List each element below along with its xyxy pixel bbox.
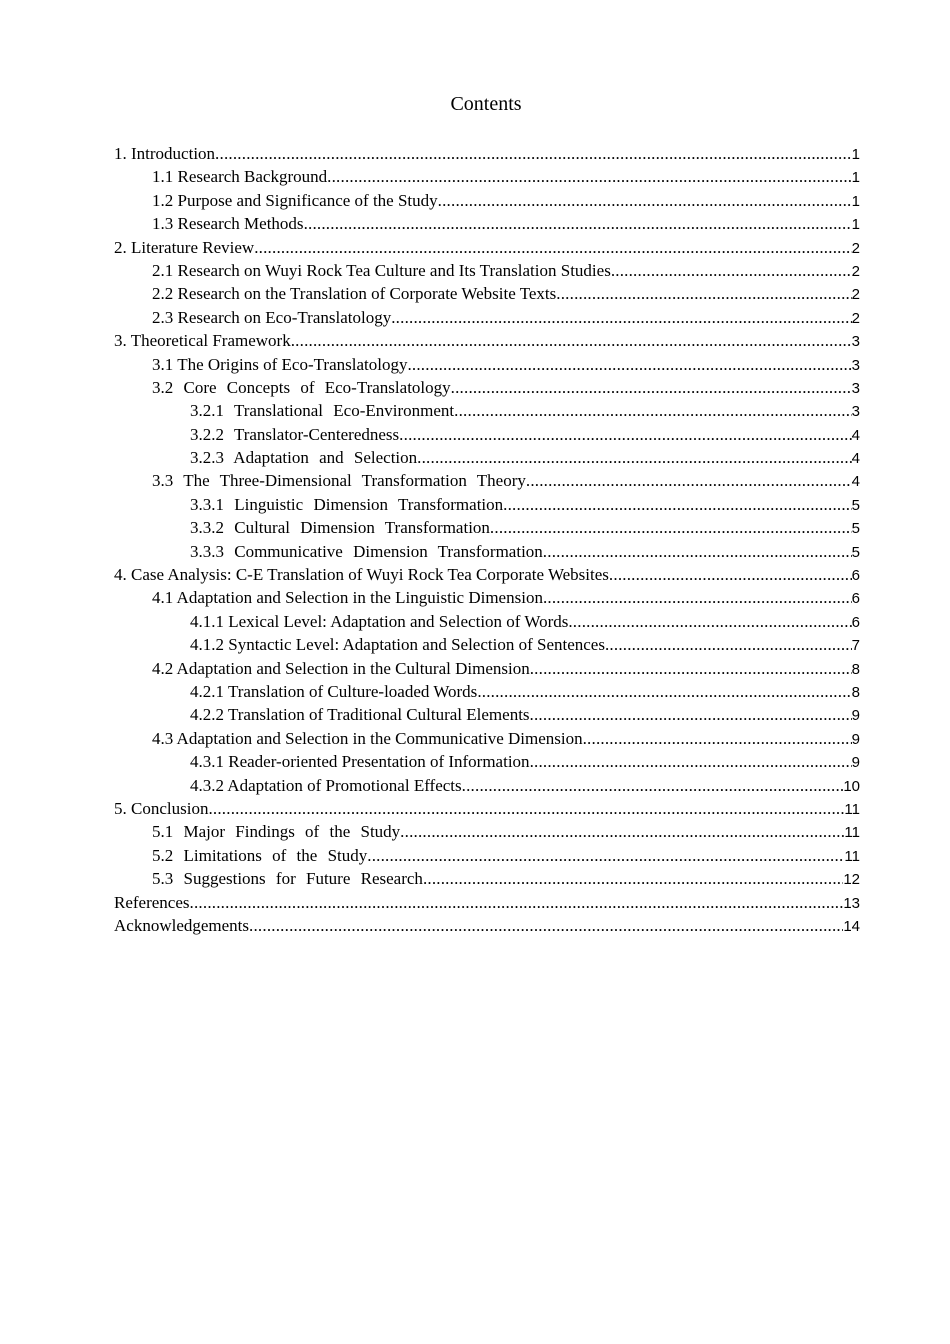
- toc-entry-title: 3. Theoretical Framework: [114, 331, 291, 351]
- toc-entry[interactable]: [114, 516, 860, 539]
- toc-entry[interactable]: [114, 423, 860, 446]
- dot-leader: [438, 189, 852, 212]
- toc-entry-title: Acknowledgements: [114, 915, 250, 935]
- toc-page-number: 10: [843, 777, 860, 795]
- toc-entry-title: 2. Literature Review: [114, 237, 255, 257]
- toc-entry-title: 3.2 Core Concepts of Eco-Translatology: [152, 377, 451, 397]
- toc-page-number: 12: [843, 871, 860, 889]
- toc-page-number: 2: [851, 286, 860, 304]
- dot-leader: [399, 423, 851, 446]
- toc-entry-title: 3.3.2 Cultural Dimension Transformation: [190, 518, 490, 538]
- toc-page-number: 1: [851, 146, 860, 163]
- dot-leader: [530, 750, 852, 773]
- toc-entry-title: 4.1.2 Syntactic Level: Adaptation and Selection of Sentences: [190, 635, 605, 655]
- toc-entry-title: 2.3 Research on Eco-Translatology: [152, 307, 392, 327]
- toc-entry[interactable]: [114, 563, 860, 586]
- dot-leader: [503, 493, 852, 516]
- dot-leader: [543, 586, 852, 609]
- dot-leader: [423, 867, 843, 890]
- toc-page-number: 5: [851, 520, 860, 538]
- toc-entry-title: 1.2 Purpose and Significance of the Study: [152, 190, 438, 210]
- dot-leader: [417, 446, 852, 469]
- dot-leader: [605, 633, 852, 656]
- toc-entry-title: 5. Conclusion: [114, 798, 209, 818]
- dot-leader: [249, 914, 843, 937]
- toc-page-number: 7: [851, 637, 860, 655]
- toc-page-number: 1: [851, 216, 860, 234]
- dot-leader: [190, 891, 844, 914]
- page-title: Contents: [450, 93, 522, 115]
- dot-leader: [556, 282, 851, 305]
- toc-entry[interactable]: [114, 259, 860, 282]
- toc-entry-title: 1. Introduction: [114, 144, 216, 163]
- toc-page-number: 4: [851, 473, 860, 491]
- dot-leader: [490, 516, 852, 539]
- dot-leader: [530, 657, 852, 680]
- toc-entry[interactable]: [114, 703, 860, 726]
- dot-leader: [611, 259, 852, 282]
- dot-leader: [477, 680, 851, 703]
- toc-page-number: 6: [851, 613, 860, 631]
- dot-leader: [568, 610, 851, 633]
- toc-page-number: 9: [851, 707, 860, 725]
- dot-leader: [254, 236, 851, 259]
- toc-entry[interactable]: [114, 306, 860, 329]
- dot-leader: [208, 797, 844, 820]
- toc-page-number: 9: [851, 754, 860, 772]
- dot-leader: [407, 353, 851, 376]
- dot-leader: [215, 142, 852, 165]
- dot-leader: [291, 329, 852, 352]
- toc-entry-title: 5.3 Suggestions for Future Research: [152, 869, 423, 889]
- toc-page-number: 13: [843, 894, 860, 912]
- toc-entry[interactable]: [114, 212, 860, 235]
- toc-page-number: 6: [851, 567, 860, 585]
- dot-leader: [304, 212, 852, 235]
- toc-entry[interactable]: [114, 376, 860, 399]
- toc-entry[interactable]: [114, 540, 860, 563]
- toc-entry[interactable]: [114, 891, 860, 914]
- toc-entry[interactable]: [114, 469, 860, 492]
- toc-page-number: 8: [851, 683, 860, 701]
- toc-entry[interactable]: [114, 142, 860, 165]
- toc-page-number: 11: [844, 847, 860, 865]
- toc-page-number: 14: [843, 917, 860, 935]
- toc-page-number: 6: [851, 590, 860, 608]
- toc-entry-title: 4.2.1 Translation of Culture-loaded Words: [190, 681, 478, 701]
- dot-leader: [530, 703, 852, 726]
- toc-entry-title: 4.2 Adaptation and Selection in the Cultural Dimension: [152, 658, 530, 678]
- dot-leader: [327, 165, 852, 188]
- dot-leader: [454, 399, 852, 422]
- toc-entry-title: 5.1 Major Findings of the Study: [152, 822, 401, 842]
- toc-entry-title: 4.1.1 Lexical Level: Adaptation and Selection of Words: [190, 611, 569, 631]
- toc-page-number: 4: [851, 450, 860, 468]
- toc-entry-title: 3.3.1 Linguistic Dimension Transformation: [190, 494, 504, 514]
- toc-entry[interactable]: [114, 586, 860, 609]
- toc-page-number: 3: [851, 403, 860, 421]
- toc-entry[interactable]: [114, 329, 860, 352]
- toc-page-number: 3: [851, 356, 860, 374]
- toc-page-number: 9: [851, 730, 860, 748]
- toc-entry-title: 4.3.2 Adaptation of Promotional Effects: [190, 775, 462, 795]
- toc-entry[interactable]: [114, 797, 860, 820]
- toc-page-number: 11: [844, 800, 860, 818]
- toc-entry-title: 3.1 The Origins of Eco-Translatology: [152, 354, 408, 374]
- toc-page-number: 3: [851, 333, 860, 351]
- dot-leader: [391, 306, 851, 329]
- dot-leader: [400, 820, 844, 843]
- dot-leader: [543, 540, 852, 563]
- toc-entry[interactable]: [114, 493, 860, 516]
- toc-entry-title: 3.2.3 Adaptation and Selection: [190, 448, 418, 468]
- toc-entry[interactable]: [114, 399, 860, 422]
- toc-entry-title: 3.3.3 Communicative Dimension Transformation: [190, 541, 543, 561]
- table-of-contents: [114, 142, 860, 937]
- toc-entry[interactable]: [114, 867, 860, 890]
- toc-entry[interactable]: [114, 446, 860, 469]
- toc-page-number: 2: [851, 309, 860, 327]
- toc-entry-title: 5.2 Limitations of the Study: [152, 845, 368, 865]
- toc-entry-title: 1.1 Research Background: [152, 167, 328, 187]
- toc-page-number: 2: [851, 262, 860, 280]
- toc-entry[interactable]: [114, 774, 860, 797]
- toc-entry-title: References: [114, 892, 190, 912]
- toc-entry-title: 4.1 Adaptation and Selection in the Linguistic Dimension: [152, 588, 543, 608]
- toc-page-number: 1: [851, 192, 860, 210]
- toc-page-number: 2: [851, 239, 860, 257]
- toc-entry[interactable]: [114, 657, 860, 680]
- toc-page-number: 5: [851, 496, 860, 514]
- dot-leader: [367, 844, 844, 867]
- toc-entry-title: 4.2.2 Translation of Traditional Cultural Elements: [190, 705, 530, 725]
- dot-leader: [583, 727, 852, 750]
- toc-page-number: 3: [851, 379, 860, 397]
- toc-entry-title: 3.2.2 Translator-Centeredness: [190, 424, 400, 444]
- toc-entry[interactable]: [114, 282, 860, 305]
- toc-entry[interactable]: [114, 680, 860, 703]
- toc-entry-title: 2.1 Research on Wuyi Rock Tea Culture and Its Translation Studies: [152, 260, 611, 280]
- dot-leader: [526, 469, 852, 492]
- toc-entry-title: 3.2.1 Translational Eco-Environment: [190, 401, 455, 421]
- toc-entry[interactable]: [114, 727, 860, 750]
- toc-entry-title: 4. Case Analysis: C-E Translation of Wuyi Rock Tea Corporate Websites: [114, 565, 609, 585]
- toc-page-number: 4: [851, 426, 860, 444]
- dot-leader: [451, 376, 852, 399]
- toc-entry-title: 4.3 Adaptation and Selection in the Communicative Dimension: [152, 728, 583, 748]
- toc-page-number: 8: [851, 660, 860, 678]
- toc-entry[interactable]: [114, 844, 860, 867]
- toc-entry[interactable]: [114, 236, 860, 259]
- dot-leader: [609, 563, 852, 586]
- toc-entry[interactable]: [114, 820, 860, 843]
- toc-entry[interactable]: [114, 914, 860, 937]
- toc-entry[interactable]: [114, 633, 860, 656]
- toc-entry-title: 2.2 Research on the Translation of Corporate Website Texts: [152, 284, 557, 304]
- toc-entry[interactable]: [114, 165, 860, 188]
- toc-entry-title: 4.3.1 Reader-oriented Presentation of Information: [190, 752, 530, 772]
- dot-leader: [462, 774, 844, 797]
- toc-entry[interactable]: [114, 353, 860, 376]
- toc-page-number: 11: [844, 824, 860, 842]
- toc-entry[interactable]: [114, 610, 860, 633]
- toc-entry-title: 3.3 The Three-Dimensional Transformation Theory: [152, 471, 526, 491]
- toc-page-number: 5: [851, 543, 860, 561]
- toc-entry-title: 1.3 Research Methods: [152, 214, 304, 234]
- toc-page-number: 1: [851, 169, 860, 187]
- toc-entry[interactable]: [114, 750, 860, 773]
- toc-entry[interactable]: [114, 189, 860, 212]
